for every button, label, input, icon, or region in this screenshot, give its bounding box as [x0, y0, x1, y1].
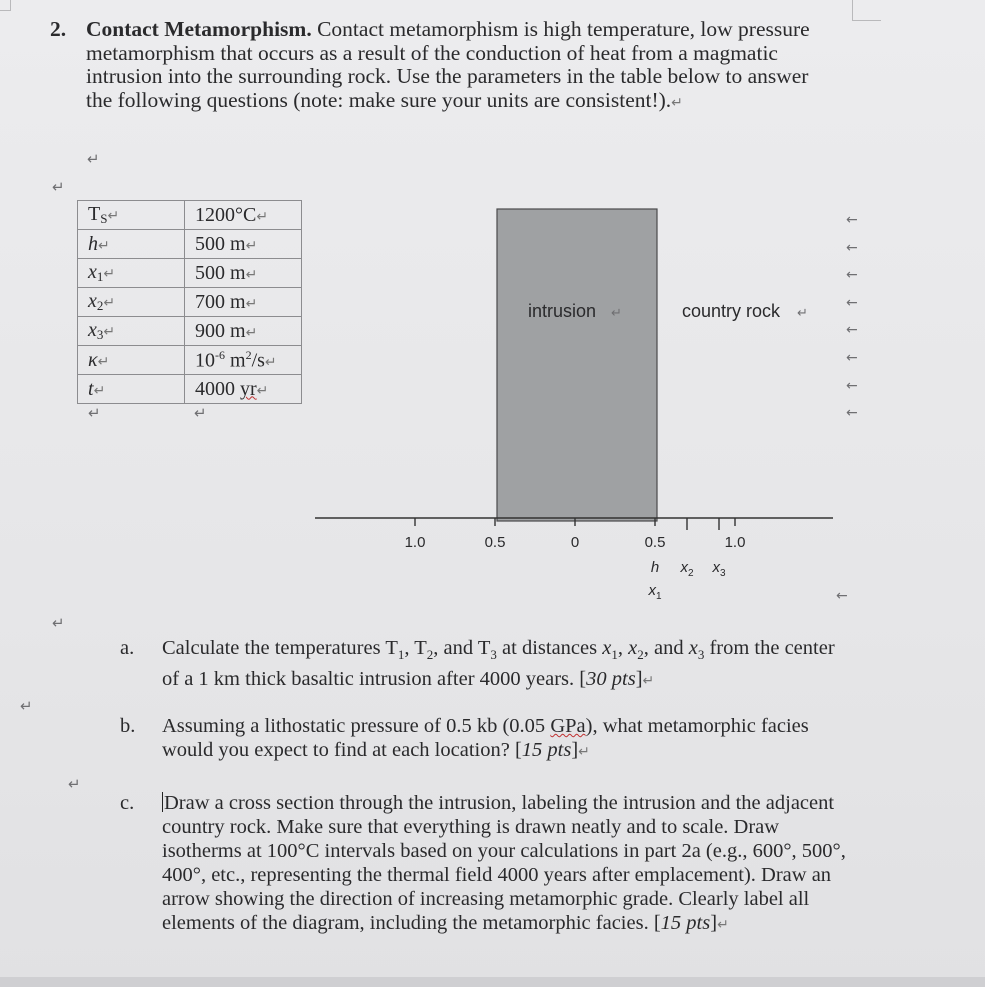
margin-arrow: ← — [846, 267, 858, 284]
margin-arrow: ← — [846, 377, 858, 394]
param-symbol: x1↵ — [78, 259, 185, 288]
margin-arrow: ← — [846, 322, 858, 339]
question-heading: Contact Metamorphism. — [86, 17, 312, 41]
question-number: 2. — [50, 17, 67, 41]
table-row — [78, 288, 302, 317]
distance-marker-label: $x_1$ — [648, 582, 662, 602]
axis-tick-label: 0.5 — [644, 534, 666, 551]
table-row — [78, 317, 302, 346]
margin-arrow: ← — [846, 294, 858, 311]
text-cursor — [162, 792, 163, 812]
param-value: 900 m↵ — [185, 317, 302, 346]
param-symbol: κ↵ — [78, 346, 185, 375]
param-value: $10^{-6}$ $m^2/s↵$ — [185, 346, 302, 375]
return-mark: ↵ — [68, 775, 81, 793]
table-row — [78, 230, 302, 259]
part-c: c. Draw a cross section through the intrusion, labeling the intrusion and the adjacent country rock. Make sure that everything is drawn neatly and to scale. Draw isotherms at 100°C intervals based on your calculations in part 2a (e.g., 600°, 500°, 400°, etc., representing the thermal field 4000 years after emplacement). Draw an arrow showing the direction of increasing metamorphic grade. Clearly label all elements of the diagram, including the metamorphic facies. [15 pts]↵ — [120, 792, 846, 934]
table-row — [78, 375, 302, 404]
margin-arrow: ← — [846, 239, 858, 256]
return-mark: ↵ — [797, 306, 808, 321]
part-a-label: a. — [120, 637, 135, 659]
table-row — [78, 201, 302, 230]
distance-marker-label: $x_3$ — [712, 559, 726, 579]
margin-arrow: ← — [846, 349, 858, 366]
intrusion-body — [497, 209, 657, 521]
country-rock-label: country rock — [682, 301, 781, 321]
part-b-label: b. — [120, 715, 136, 737]
parameter-table — [77, 200, 302, 404]
param-value: 700 m↵ — [185, 288, 302, 317]
param-symbol: x3↵ — [78, 317, 185, 346]
param-symbol: x2↵ — [78, 288, 185, 317]
intrusion-label: intrusion — [528, 301, 597, 321]
return-mark: ↵ — [671, 94, 683, 111]
return-mark: ↵ — [194, 404, 207, 422]
param-symbol: t↵ — [78, 375, 185, 404]
right-margin-marks — [846, 212, 860, 433]
axis-tick-label: 1.0 — [724, 534, 746, 551]
part-a: a. Calculate the temperatures $T_1$, $T_2$, and $T_3$ at distances $x_1$, $x_2$, and $x_3$ from the center of a 1 km thick basaltic intrusion after 4000 years. [30 pts]↵ — [120, 637, 835, 691]
page-corner-mark — [0, 0, 11, 11]
margin-arrow: ← — [846, 212, 858, 228]
axis-tick-label: 0.5 — [484, 534, 506, 551]
axis-tick-labels — [405, 534, 746, 551]
distance-marker-label: $x_2$ — [680, 559, 694, 579]
intrusion-diagram — [300, 205, 860, 610]
return-mark: ↵ — [52, 614, 65, 632]
margin-arrow: ← — [836, 588, 848, 604]
param-symbol: h↵ — [78, 230, 185, 259]
param-value: 1200°C↵ — [185, 201, 302, 230]
axis-tick-label: 0 — [570, 534, 580, 551]
part-c-label: c. — [120, 792, 135, 814]
return-mark: ↵ — [20, 697, 33, 715]
bottom-edge — [0, 977, 985, 987]
param-value: 500 m↵ — [185, 230, 302, 259]
return-mark: ↵ — [52, 178, 65, 196]
distance-markers — [644, 518, 726, 602]
param-value: 4000 yr↵ — [185, 375, 302, 404]
table-row — [78, 259, 302, 288]
table-row — [78, 346, 302, 375]
param-symbol: TS↵ — [78, 201, 185, 230]
return-mark: ↵ — [88, 404, 101, 422]
distance-marker-label: h — [650, 559, 660, 576]
margin-arrow: ← — [846, 405, 858, 422]
return-mark: ↵ — [611, 306, 622, 321]
return-mark: ↵ — [87, 150, 100, 168]
page-corner-mark-right — [852, 0, 881, 21]
part-b: b. Assuming a lithostatic pressure of 0.5 kb (0.05 GPa), what metamorphic facies would you expect to find at each location? [15 pts]↵ — [120, 715, 809, 761]
param-value: 500 m↵ — [185, 259, 302, 288]
question-intro-text: Contact metamorphism is high temperature, low pressure metamorphism that occurs as a result of the conduction of heat from a magmatic intrusion into the surrounding rock. Use the parameters in the table below to answer the following questions (note: make sure your units are consistent!). — [86, 17, 810, 112]
question-2-intro — [50, 18, 840, 115]
axis-tick-label: 1.0 — [404, 534, 426, 551]
